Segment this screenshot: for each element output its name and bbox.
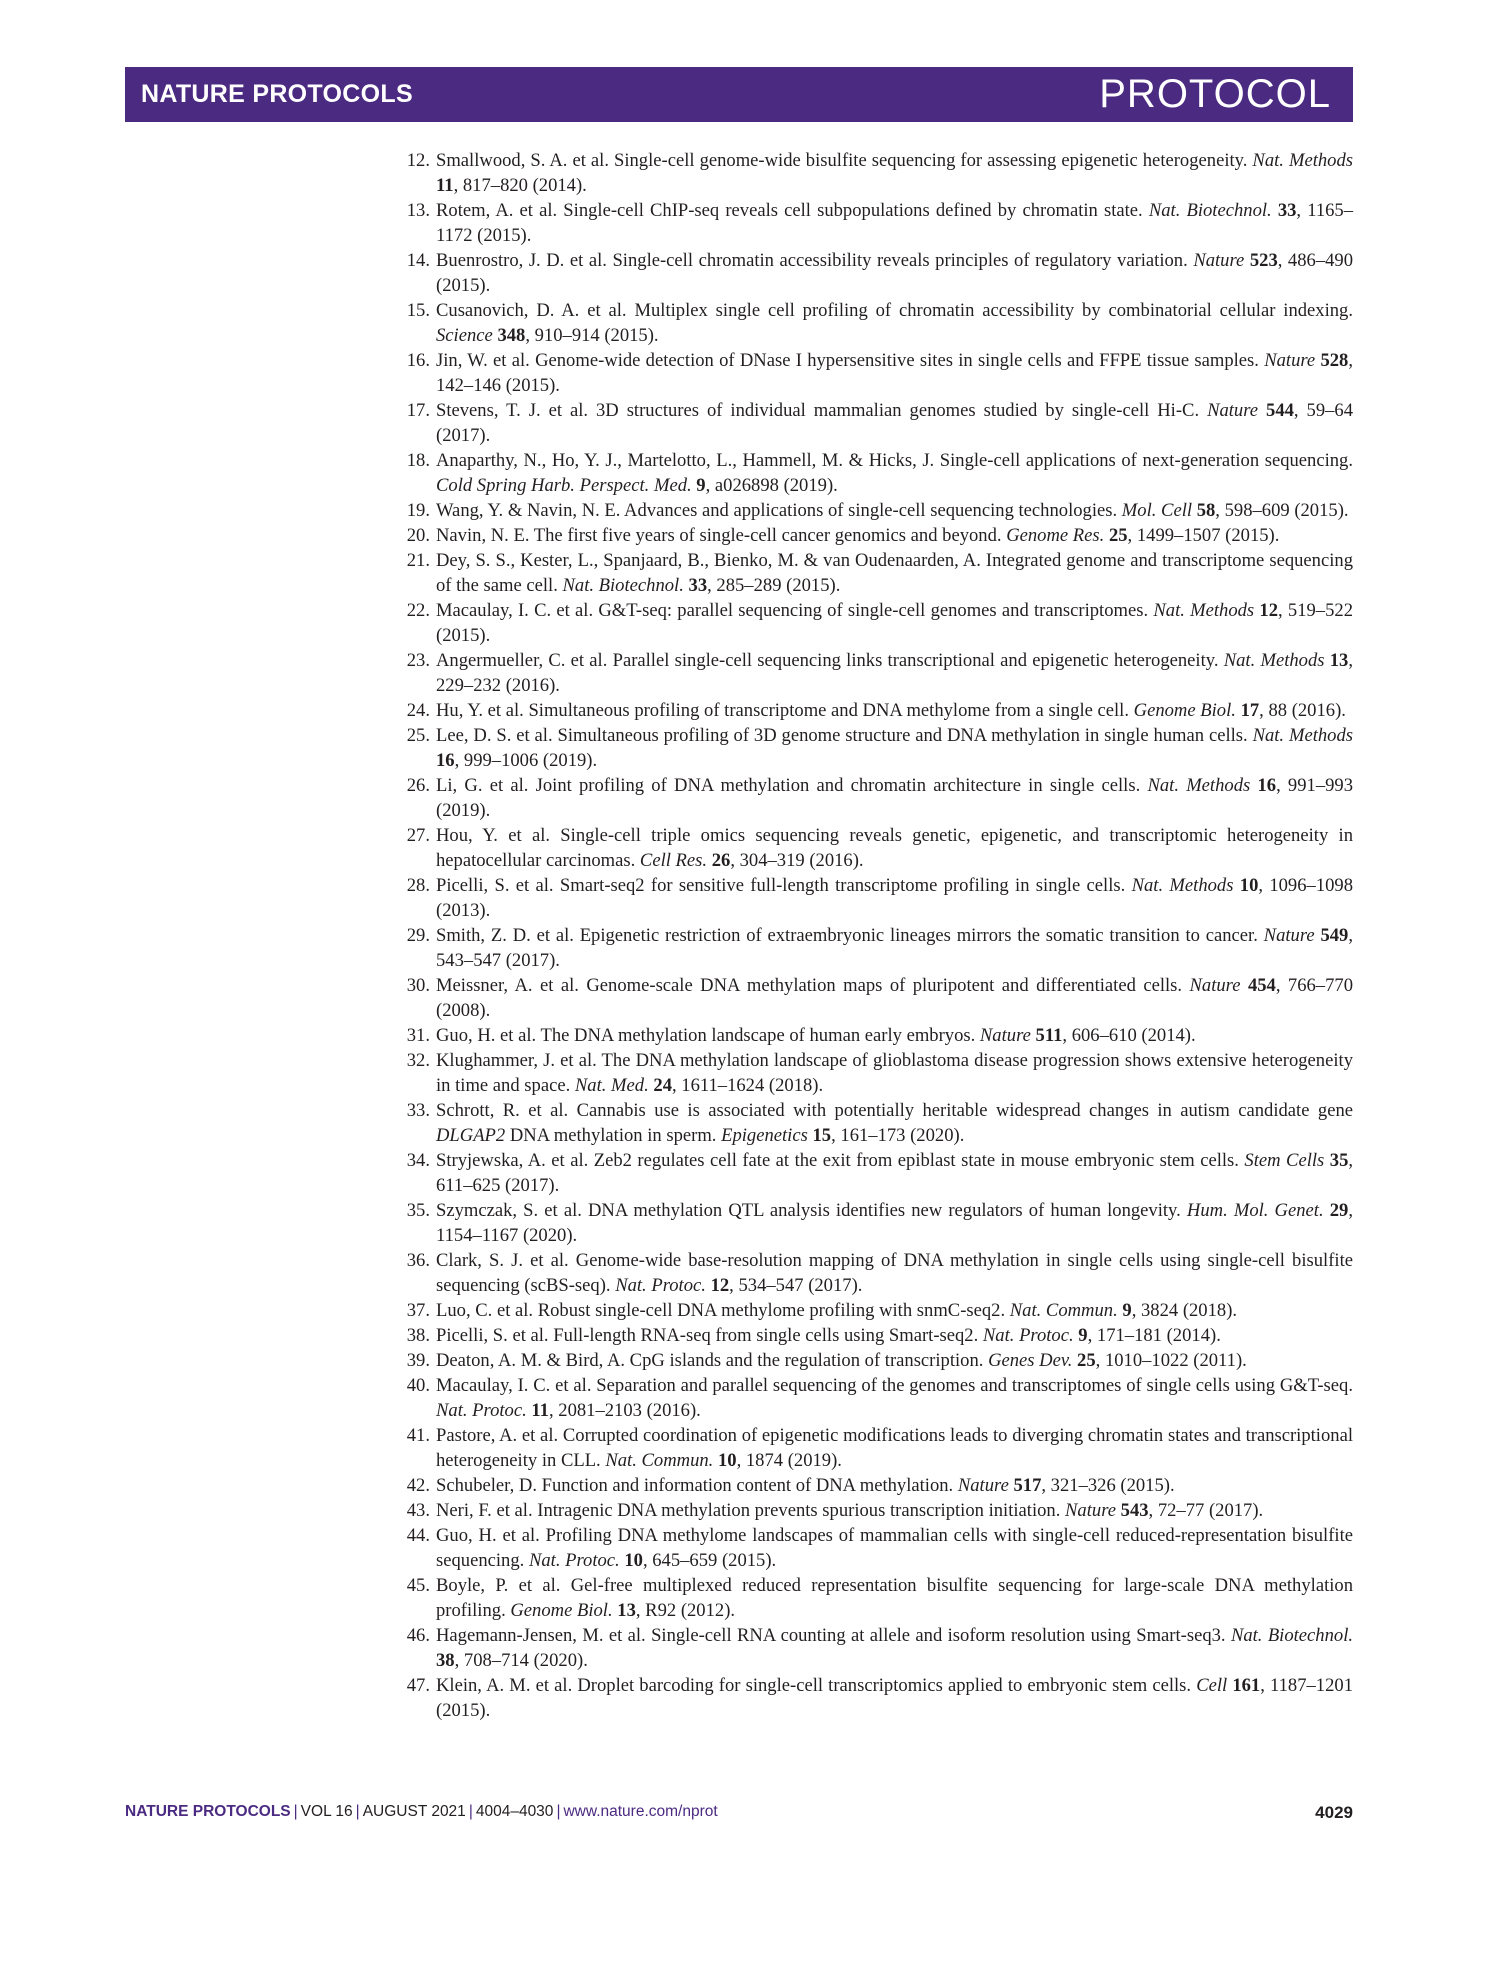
reference-volume: 11 [531, 1400, 549, 1421]
reference-volume: 9 [1122, 1300, 1132, 1321]
reference-journal: Nat. Biotechnol. [1148, 200, 1272, 221]
reference-journal: Nat. Protoc. [982, 1325, 1074, 1346]
reference-text: , 1187–1201 (2015). [436, 1675, 1353, 1721]
reference-item [392, 873, 1353, 923]
reference-item [392, 598, 1353, 648]
reference-text: Guo, H. et al. The DNA methylation landscape of human early embryos. [436, 1025, 980, 1046]
reference-text: , 304–319 (2016). [730, 850, 864, 871]
reference-journal: Cell Res. [639, 850, 708, 871]
reference-text: , 991–993 (2019). [436, 775, 1354, 821]
reference-text: Picelli, S. et al. Smart-seq2 for sensitive full-length transcriptome profiling in single cells. [436, 875, 1132, 896]
reference-number: 27. [406, 825, 430, 846]
reference-item [392, 1023, 1353, 1048]
reference-journal: Nat. Protoc. [528, 1550, 620, 1571]
reference-journal: Nat. Biotechnol. [1230, 1625, 1354, 1646]
reference-text: Macaulay, I. C. et al. Separation and parallel sequencing of the genomes and transcriptomes of single cells using G&T-seq. [436, 1375, 1353, 1396]
reference-volume: 511 [1035, 1025, 1063, 1046]
reference-journal: Nat. Commun. [1009, 1300, 1118, 1321]
reference-journal: DLGAP2 [436, 1125, 506, 1146]
reference-text: Dey, S. S., Kester, L., Spanjaard, B., Bienko, M. & van Oudenaarden, A. Integrated genome and transcriptome sequencing of the same cell. [436, 550, 1353, 596]
reference-item [392, 1473, 1353, 1498]
reference-volume: 549 [1320, 925, 1349, 946]
reference-item [392, 773, 1353, 823]
reference-text: , 1154–1167 (2020). [436, 1200, 1353, 1246]
reference-number: 38. [406, 1325, 430, 1346]
reference-text: , 161–173 (2020). [831, 1125, 965, 1146]
reference-number: 16. [406, 350, 430, 371]
reference-journal: Cold Spring Harb. Perspect. Med. [436, 475, 692, 496]
reference-number: 33. [406, 1100, 430, 1121]
reference-item [392, 698, 1353, 723]
reference-item [392, 823, 1353, 873]
reference-text: Boyle, P. et al. Gel-free multiplexed reduced representation bisulfite sequencing for large-scale DNA methylation profiling. [436, 1575, 1353, 1621]
article-type-label: PROTOCOL [1099, 72, 1331, 116]
reference-number: 28. [406, 875, 430, 896]
reference-volume: 16 [436, 750, 455, 771]
reference-volume: 11 [436, 175, 454, 196]
reference-journal: Nat. Methods [1147, 775, 1251, 796]
reference-journal: Hum. Mol. Genet. [1186, 1200, 1324, 1221]
reference-text: Clark, S. J. et al. Genome-wide base-resolution mapping of DNA methylation in single cells using single-cell bisulfite sequencing (scBS-seq). [436, 1250, 1353, 1296]
reference-text: Anaparthy, N., Ho, Y. J., Martelotto, L., Hammell, M. & Hicks, J. Single-cell applications of next-generation sequencing. [436, 450, 1353, 471]
reference-text: Rotem, A. et al. Single-cell ChIP-seq reveals cell subpopulations defined by chromatin state. [436, 200, 1149, 221]
reference-item [392, 198, 1353, 248]
reference-number: 47. [406, 1675, 430, 1696]
footer-journal-name: NATURE PROTOCOLS [125, 1803, 291, 1820]
reference-number: 20. [406, 525, 430, 546]
reference-number: 32. [406, 1050, 430, 1071]
reference-journal: Nature [1065, 1500, 1116, 1521]
reference-volume: 25 [1108, 525, 1128, 546]
reference-volume: 454 [1247, 975, 1276, 996]
reference-item [392, 1248, 1353, 1298]
reference-number: 22. [406, 600, 430, 621]
reference-text: Hou, Y. et al. Single-cell triple omics sequencing reveals genetic, epigenetic, and transcriptomic heterogeneity in hepatocellular carcinomas. [436, 825, 1353, 871]
reference-number: 45. [406, 1575, 430, 1596]
reference-text: , 72–77 (2017). [1148, 1500, 1264, 1521]
reference-journal: Nature [979, 1025, 1031, 1046]
reference-number: 23. [406, 650, 430, 671]
reference-number: 19. [406, 500, 430, 521]
reference-text: , 59–64 (2017). [436, 400, 1354, 446]
reference-item [392, 523, 1353, 548]
reference-volume: 12 [710, 1275, 730, 1296]
reference-text: , 708–714 (2020). [454, 1650, 588, 1671]
reference-text: , 285–289 (2015). [707, 575, 841, 596]
reference-text: , 1611–1624 (2018). [672, 1075, 824, 1096]
reference-item [392, 1373, 1353, 1423]
footer-url-link[interactable]: www.nature.com/nprot [563, 1803, 718, 1820]
reference-number: 35. [406, 1200, 430, 1221]
reference-item [392, 1348, 1353, 1373]
footer-separator: | [556, 1803, 561, 1820]
reference-text: , 766–770 (2008). [436, 975, 1353, 1021]
reference-text: , 817–820 (2014). [453, 175, 587, 196]
reference-volume: 25 [1077, 1350, 1096, 1371]
reference-item [392, 248, 1353, 298]
reference-item [392, 1048, 1353, 1098]
reference-text: , 171–181 (2014). [1087, 1325, 1221, 1346]
journal-header-bar [125, 67, 1353, 122]
reference-number: 46. [406, 1625, 430, 1646]
reference-text: Lee, D. S. et al. Simultaneous profiling of 3D genome structure and DNA methylation in single human cells. [436, 725, 1253, 746]
reference-volume: 543 [1120, 1500, 1149, 1521]
reference-item [392, 1323, 1353, 1348]
footer-separator: | [293, 1803, 298, 1820]
reference-number: 12. [406, 150, 430, 171]
reference-number: 44. [406, 1525, 430, 1546]
reference-text: Meissner, A. et al. Genome-scale DNA methylation maps of pluripotent and differentiated cells. [436, 975, 1190, 996]
reference-item [392, 1423, 1353, 1473]
reference-number: 36. [406, 1250, 430, 1271]
reference-volume: 29 [1329, 1200, 1349, 1221]
reference-volume: 26 [711, 850, 731, 871]
journal-name: NATURE PROTOCOLS [141, 80, 413, 108]
reference-text: , 999–1006 (2019). [454, 750, 598, 771]
reference-journal: Nature [957, 1475, 1009, 1496]
reference-item [392, 148, 1353, 198]
reference-item [392, 348, 1353, 398]
reference-number: 43. [406, 1500, 430, 1521]
reference-number: 30. [406, 975, 430, 996]
reference-item [392, 723, 1353, 773]
footer-separator: | [468, 1803, 473, 1820]
reference-text: , 534–547 (2017). [729, 1275, 863, 1296]
reference-text: Smallwood, S. A. et al. Single-cell genome-wide bisulfite sequencing for assessing epigenetic heterogeneity. [436, 150, 1253, 171]
reference-journal: Stem Cells [1244, 1150, 1325, 1171]
reference-text: , 611–625 (2017). [436, 1150, 1354, 1196]
footer-date: AUGUST 2021 [362, 1803, 466, 1820]
reference-volume: 348 [497, 325, 526, 346]
reference-volume: 161 [1232, 1675, 1261, 1696]
reference-number: 13. [406, 200, 430, 221]
reference-number: 34. [406, 1150, 430, 1171]
reference-text: DNA methylation in sperm. [505, 1125, 722, 1146]
reference-journal: Nat. Methods [1153, 600, 1255, 621]
reference-number: 24. [406, 700, 430, 721]
reference-number: 21. [406, 550, 430, 571]
reference-text: Schrott, R. et al. Cannabis use is associated with potentially heritable widespread changes in autism candidate gene [436, 1100, 1353, 1121]
footer-separator: | [355, 1803, 360, 1820]
reference-volume: 33 [688, 575, 708, 596]
reference-text: Macaulay, I. C. et al. G&T-seq: parallel sequencing of single-cell genomes and transcriptomes. [436, 600, 1154, 621]
reference-text: Schubeler, D. Function and information content of DNA methylation. [436, 1475, 958, 1496]
reference-text: Guo, H. et al. Profiling DNA methylome landscapes of mammalian cells with single-cell reduced-representation bisulfite sequencing. [436, 1525, 1353, 1571]
reference-text: , 3824 (2018). [1131, 1300, 1238, 1321]
reference-volume: 9 [696, 475, 706, 496]
reference-volume: 9 [1078, 1325, 1088, 1346]
reference-text: Neri, F. et al. Intragenic DNA methylation prevents spurious transcription initiation. [436, 1500, 1066, 1521]
reference-text: Deaton, A. M. & Bird, A. CpG islands and the regulation of transcription. [436, 1350, 989, 1371]
reference-item [392, 498, 1353, 523]
reference-item [392, 1623, 1353, 1673]
reference-text: Jin, W. et al. Genome-wide detection of DNase I hypersensitive sites in single cells and FFPE tissue samples. [436, 350, 1265, 371]
reference-volume: 13 [617, 1600, 636, 1621]
reference-journal: Genome Biol. [510, 1600, 613, 1621]
reference-text: Luo, C. et al. Robust single-cell DNA methylome profiling with snmC-seq2. [436, 1300, 1010, 1321]
reference-item [392, 1498, 1353, 1523]
reference-journal: Genome Biol. [1133, 700, 1236, 721]
reference-item [392, 298, 1353, 348]
reference-journal: Nature [1207, 400, 1259, 421]
reference-text: , 606–610 (2014). [1062, 1025, 1196, 1046]
reference-text: Navin, N. E. The first five years of single-cell cancer genomics and beyond. [436, 525, 1007, 546]
reference-number: 29. [406, 925, 430, 946]
reference-volume: 10 [717, 1450, 737, 1471]
reference-volume: 24 [653, 1075, 672, 1096]
reference-text: Hu, Y. et al. Simultaneous profiling of transcriptome and DNA methylome from a single cell. [436, 700, 1134, 721]
reference-journal: Nat. Methods [1131, 875, 1234, 896]
reference-text: Szymczak, S. et al. DNA methylation QTL analysis identifies new regulators of human longevity. [436, 1200, 1187, 1221]
reference-text: , 486–490 (2015). [436, 250, 1354, 296]
reference-item [392, 1673, 1353, 1723]
reference-number: 26. [406, 775, 430, 796]
reference-text: Klein, A. M. et al. Droplet barcoding for single-cell transcriptomics applied to embryonic stem cells. [436, 1675, 1197, 1696]
reference-text: , 910–914 (2015). [525, 325, 659, 346]
reference-volume: 528 [1320, 350, 1349, 371]
reference-number: 14. [406, 250, 430, 271]
reference-text: Hagemann-Jensen, M. et al. Single-cell RNA counting at allele and isoform resolution using Smart-seq3. [436, 1625, 1231, 1646]
reference-journal: Nat. Commun. [605, 1450, 714, 1471]
reference-item [392, 1198, 1353, 1248]
reference-text: , 519–522 (2015). [436, 600, 1353, 646]
reference-volume: 16 [1257, 775, 1277, 796]
reference-journal: Nat. Protoc. [615, 1275, 706, 1296]
reference-number: 37. [406, 1300, 430, 1321]
reference-text: , 645–659 (2015). [642, 1550, 777, 1571]
reference-text: , 142–146 (2015). [436, 350, 1353, 396]
reference-volume: 15 [812, 1125, 832, 1146]
reference-text [1240, 975, 1247, 996]
reference-journal: Nat. Protoc. [436, 1400, 527, 1421]
reference-text: , 1499–1507 (2015). [1127, 525, 1280, 546]
reference-volume: 17 [1240, 700, 1260, 721]
footer-volume: VOL 16 [300, 1803, 353, 1820]
reference-journal: Nat. Methods [1252, 725, 1353, 746]
reference-number: 15. [406, 300, 430, 321]
reference-text: , 88 (2016). [1259, 700, 1346, 721]
reference-text: , 1096–1098 (2013). [436, 875, 1354, 921]
reference-text: , 543–547 (2017). [436, 925, 1353, 971]
reference-text: Stevens, T. J. et al. 3D structures of individual mammalian genomes studied by single-cell Hi-C. [436, 400, 1208, 421]
reference-journal: Genes Dev. [988, 1350, 1073, 1371]
reference-item [392, 1148, 1353, 1198]
page-footer [125, 1803, 1353, 1821]
reference-journal: Epigenetics [721, 1125, 808, 1146]
reference-journal: Nat. Methods [1223, 650, 1325, 671]
reference-text: Cusanovich, D. A. et al. Multiplex single cell profiling of chromatin accessibility by combinatorial cellular indexing. [436, 300, 1353, 321]
reference-journal: Nature [1189, 975, 1241, 996]
reference-text: Buenrostro, J. D. et al. Single-cell chromatin accessibility reveals principles of regulatory variation. [436, 250, 1194, 271]
reference-volume: 35 [1329, 1150, 1349, 1171]
reference-volume: 10 [624, 1550, 643, 1571]
reference-text: Angermueller, C. et al. Parallel single-cell sequencing links transcriptional and epigenetic heterogeneity. [436, 650, 1224, 671]
reference-journal: Nat. Methods [1252, 150, 1353, 171]
page-number: 4029 [1315, 1803, 1353, 1822]
reference-journal: Nature [1264, 350, 1316, 371]
reference-text: , 2081–2103 (2016). [548, 1400, 701, 1421]
reference-volume: 38 [436, 1650, 455, 1671]
reference-volume: 13 [1329, 650, 1349, 671]
reference-text: Pastore, A. et al. Corrupted coordination of epigenetic modifications leads to diverging chromatin states and transcriptional heterogeneity in CLL. [436, 1425, 1353, 1471]
footer-pages: 4004–4030 [475, 1803, 554, 1820]
reference-number: 41. [406, 1425, 430, 1446]
reference-text: , 1010–1022 (2011). [1095, 1350, 1247, 1371]
reference-volume: 58 [1196, 500, 1216, 521]
reference-item [392, 973, 1353, 1023]
reference-item [392, 1298, 1353, 1323]
reference-number: 40. [406, 1375, 430, 1396]
reference-item [392, 1098, 1353, 1148]
reference-journal: Nat. Med. [574, 1075, 649, 1096]
reference-text: Li, G. et al. Joint profiling of DNA methylation and chromatin architecture in single cells. [436, 775, 1148, 796]
reference-list [392, 148, 1353, 1723]
reference-number: 39. [406, 1350, 430, 1371]
reference-text: , 229–232 (2016). [436, 650, 1353, 696]
reference-text: Picelli, S. et al. Full-length RNA-seq from single cells using Smart-seq2. [436, 1325, 983, 1346]
reference-text: , 1165–1172 (2015). [436, 200, 1354, 246]
reference-volume: 12 [1259, 600, 1279, 621]
reference-journal: Nat. Biotechnol. [562, 575, 684, 596]
reference-item [392, 398, 1353, 448]
reference-volume: 10 [1239, 875, 1259, 896]
reference-text: Wang, Y. & Navin, N. E. Advances and applications of single-cell sequencing technologies. [436, 500, 1122, 521]
reference-volume: 517 [1013, 1475, 1042, 1496]
reference-volume: 544 [1266, 400, 1294, 421]
reference-text: , a026898 (2019). [705, 475, 838, 496]
reference-journal: Cell [1196, 1675, 1228, 1696]
reference-text: Stryjewska, A. et al. Zeb2 regulates cell fate at the exit from epiblast state in mouse embryonic stem cells. [436, 1150, 1245, 1171]
reference-item [392, 448, 1353, 498]
reference-journal: Nature [1193, 250, 1245, 271]
reference-journal: Nature [1263, 925, 1315, 946]
reference-text [1258, 400, 1266, 421]
reference-volume: 523 [1249, 250, 1278, 271]
reference-item [392, 1573, 1353, 1623]
reference-text: , 1874 (2019). [736, 1450, 842, 1471]
reference-number: 17. [406, 400, 430, 421]
reference-item [392, 648, 1353, 698]
reference-number: 25. [406, 725, 430, 746]
reference-journal: Science [436, 325, 493, 346]
reference-number: 42. [406, 1475, 430, 1496]
reference-text: Smith, Z. D. et al. Epigenetic restriction of extraembryonic lineages mirrors the somatic transition to cancer. [436, 925, 1264, 946]
reference-item [392, 923, 1353, 973]
reference-volume: 33 [1277, 200, 1297, 221]
reference-text: , R92 (2012). [635, 1600, 736, 1621]
reference-item [392, 548, 1353, 598]
reference-item [392, 1523, 1353, 1573]
reference-number: 18. [406, 450, 430, 471]
reference-text: Klughammer, J. et al. The DNA methylation landscape of glioblastoma disease progression shows extensive heterogeneity in time and space. [436, 1050, 1353, 1096]
reference-number: 31. [406, 1025, 430, 1046]
reference-text: , 598–609 (2015). [1215, 500, 1349, 521]
reference-text: , 321–326 (2015). [1041, 1475, 1175, 1496]
reference-journal: Mol. Cell [1121, 500, 1193, 521]
reference-journal: Genome Res. [1006, 525, 1105, 546]
